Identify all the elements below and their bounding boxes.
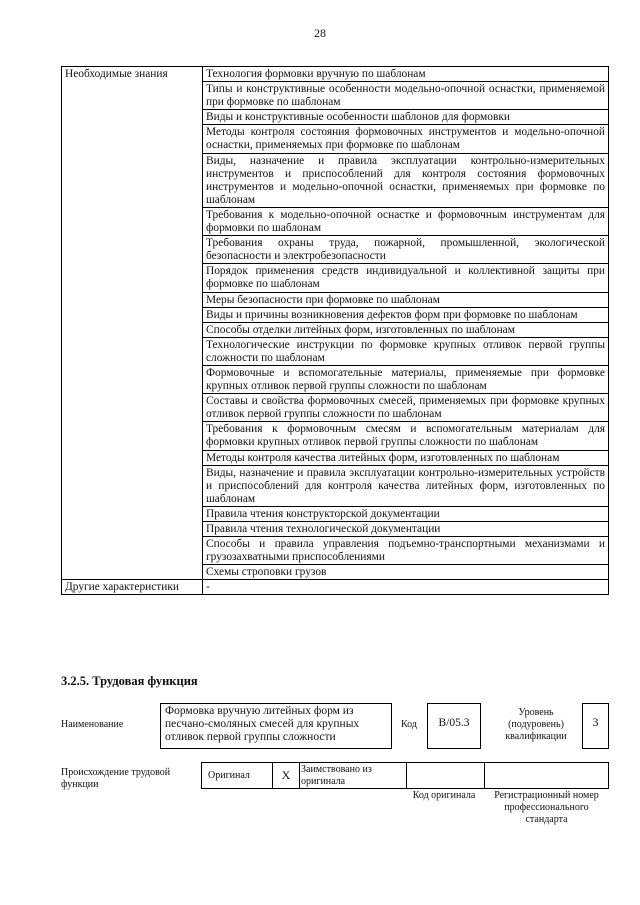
code-value: B/05.3 — [438, 717, 470, 729]
knowledge-item: Технология формовки вручную по шаблонам — [203, 67, 609, 82]
knowledge-item: Способы и правила управления подъемно-транспортными механизмами и грузозахватными приспособлениями — [203, 537, 609, 565]
other-label: Другие характеристики — [62, 580, 203, 595]
knowledge-item: Правила чтения конструкторской документации — [203, 506, 609, 521]
knowledge-item: Способы отделки литейных форм, изготовленных по шаблонам — [203, 322, 609, 337]
category-label: Необходимые знания — [62, 67, 203, 580]
knowledge-table — [61, 66, 609, 595]
knowledge-item: Технологические инструкции по формовке крупных отливок первой группы сложности по шаблонам — [203, 337, 609, 365]
knowledge-item: Методы контроля состояния формовочных инструментов и модельно-опочной оснастки, применяемых при формовке по шаблонам — [203, 125, 609, 153]
name-label: Наименование — [61, 719, 124, 730]
knowledge-item: Составы и свойства формовочных смесей, применяемых при формовке крупных отливок первой группы сложности по шаблонам — [203, 394, 609, 422]
knowledge-item: Формовочные и вспомогательные материалы, применяемые при формовке крупных отливок первой группы сложности по шаблонам — [203, 365, 609, 393]
origin-table — [201, 762, 609, 789]
code-box — [427, 703, 481, 749]
knowledge-item: Виды и конструктивные особенности шаблонов для формовки — [203, 110, 609, 125]
knowledge-item: Требования к формовочным смесям и вспомогательным материалам для формовки крупных отливок первой группы сложности по шаблонам — [203, 422, 609, 450]
original-mark: X — [272, 763, 300, 788]
origin-divider-2 — [484, 763, 485, 788]
knowledge-item: Виды, назначение и правила эксплуатации контрольно-измерительных устройств и приспособлений для контроля качества литейных форм, изготовленных по шаблонам — [203, 465, 609, 506]
page-number: 28 — [314, 26, 326, 40]
original-label: Оригинал — [208, 770, 250, 781]
other-value: - — [203, 580, 609, 595]
knowledge-item: Виды, назначение и правила эксплуатации контрольно-измерительных инструментов и приспособлений для контроля состояния формовочных инструментов и модельно-опочной оснастки, применяемых при формовке по шаблонам — [203, 153, 609, 207]
code-label: Код — [401, 719, 417, 730]
origin-divider-1 — [406, 763, 407, 788]
knowledge-item: Требования охраны труда, пожарной, промышленной, экологической безопасности и электробезопасности — [203, 236, 609, 264]
knowledge-row — [62, 67, 609, 82]
function-name: Формовка вручную литейных форм из песчано-смоляных смесей для крупных отливок первой группы сложности — [165, 705, 360, 743]
knowledge-item: Методы контроля качества литейных форм, изготовленных по шаблонам — [203, 450, 609, 465]
level-value: 3 — [592, 717, 599, 729]
section-heading: 3.2.5. Трудовая функция — [61, 674, 198, 688]
function-name-box — [160, 703, 392, 749]
knowledge-item: Требования к модельно-опочной оснастке и формовочным инструментам для формовки по шаблонам — [203, 207, 609, 235]
origin-label: Происхождение трудовой функции — [61, 767, 171, 790]
code-caption: Код оригинала — [412, 790, 476, 801]
knowledge-item: Типы и конструктивные особенности модельно-опочной оснастки, применяемой при формовке по шаблонам — [203, 82, 609, 110]
knowledge-item: Правила чтения технологической документации — [203, 522, 609, 537]
knowledge-item: Меры безопасности при формовке по шаблонам — [203, 292, 609, 307]
other-characteristics-row — [62, 580, 609, 595]
knowledge-item: Виды и причины возникновения дефектов форм при формовке по шаблонам — [203, 307, 609, 322]
knowledge-item: Порядок применения средств индивидуальной и коллективной защиты при формовке по шаблонам — [203, 264, 609, 292]
knowledge-item: Схемы строповки грузов — [203, 565, 609, 580]
borrowed-label: Заимствовано из оригинала — [301, 764, 372, 787]
reg-caption: Регистрационный номер профессионального стандарта — [494, 790, 599, 825]
level-box — [582, 703, 609, 749]
level-label: Уровень (подуровень) квалификации — [505, 707, 567, 742]
